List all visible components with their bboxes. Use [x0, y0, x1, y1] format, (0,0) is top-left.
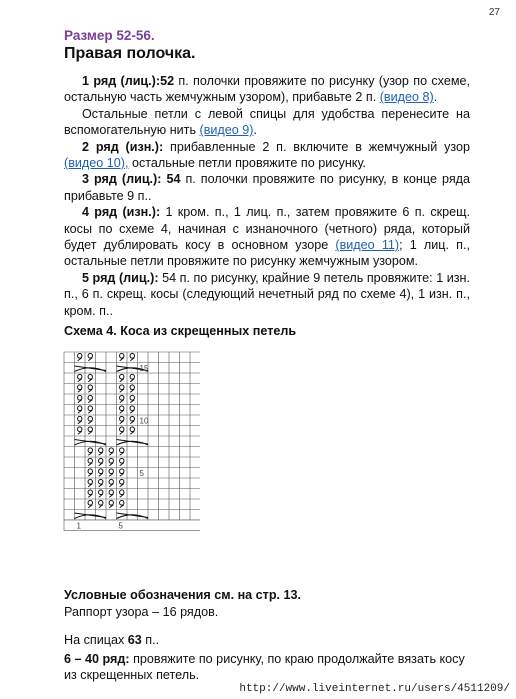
twisted-stitch [120, 385, 124, 390]
twisted-stitch [88, 353, 92, 358]
twisted-stitch [99, 469, 103, 474]
size-heading: Размер 52-56. [64, 28, 155, 43]
row-1-paragraph [64, 73, 470, 106]
twisted-stitch [78, 395, 82, 400]
twisted-stitch [88, 374, 92, 379]
rows-6-40-label: 6 – 40 ряд: [64, 652, 130, 666]
page-number: 27 [488, 7, 500, 18]
twisted-stitch [109, 490, 113, 495]
twisted-stitch [120, 395, 124, 400]
row-1b-text: Остальные петли с левой спицы для удобства перенесите на вспомогательную нить [64, 106, 470, 138]
twisted-stitch [120, 406, 124, 411]
twisted-stitch [120, 374, 124, 379]
twisted-stitch [88, 490, 92, 495]
row-4-end: ; 1 лиц. п., остальные петли провяжите по рисунку жемчужным узором. [64, 238, 470, 269]
row-3-text: п. полочки провяжите по рисунку, в конце ряда прибавьте 9 п.. [64, 172, 470, 203]
twisted-stitch [109, 469, 113, 474]
twisted-stitch [120, 479, 124, 484]
row-number-label: 10 [139, 416, 149, 426]
column-number-label: 5 [118, 521, 123, 531]
row-1b-paragraph [64, 106, 470, 139]
column-number-strip [64, 520, 200, 531]
rows-6-40-text: провяжите по рисунку, по краю продолжайте вязать косу из скрещенных петель. [64, 652, 465, 683]
twisted-stitch [120, 448, 124, 453]
twisted-stitch [88, 448, 92, 453]
row-2-end: остальные петли провяжите по рисунку. [128, 156, 366, 171]
twisted-stitch [109, 448, 113, 453]
twisted-stitch [88, 416, 92, 421]
rows-6-40-paragraph [64, 651, 470, 684]
twisted-stitch [130, 416, 134, 421]
twisted-stitch [78, 353, 82, 358]
twisted-stitch [120, 490, 124, 495]
twisted-stitch [99, 448, 103, 453]
row-5-label: 5 ряд (лиц.): [82, 270, 159, 285]
twisted-stitch [120, 469, 124, 474]
row-5-text: 54 п. по рисунку, крайние 9 петель провяжите: 1 изн. п., 6 п. скрещ. косы (следующий нечетный ряд по схеме 4), 1 изн. п., кром. п.. [64, 270, 471, 318]
twisted-stitch [130, 427, 134, 432]
twisted-stitch [78, 416, 82, 421]
row-3-label: 3 ряд (лиц.): [82, 172, 162, 187]
twisted-stitch [88, 479, 92, 484]
row-2-label: 2 ряд (изн.): [82, 139, 164, 154]
video-10-link[interactable]: (видео 10), [64, 156, 129, 171]
row-1-text: п. полочки провяжите по рисунку (узор по схеме, остальную часть жемчужным узором), прибавьте 2 п. [64, 74, 471, 105]
chart-title: Схема 4. Коса из скрещенных петель [64, 324, 297, 338]
twisted-stitch [78, 374, 82, 379]
rapport-note: Раппорт узора – 16 рядов. [64, 605, 219, 619]
twisted-stitch [120, 500, 124, 505]
stitch-count-suffix: п.. [141, 633, 160, 647]
twisted-stitch [99, 500, 103, 505]
twisted-stitch [130, 385, 134, 390]
twisted-stitch [88, 458, 92, 463]
twisted-stitch [99, 490, 103, 495]
twisted-stitch [78, 385, 82, 390]
twisted-stitch [120, 427, 124, 432]
twisted-stitch [88, 406, 92, 411]
row-number-label: 5 [139, 469, 144, 478]
row-3-count: 54 [161, 172, 181, 187]
instructions-body [64, 73, 470, 319]
watermark-url: http://www.liveinternet.ru/users/4511209/ [239, 683, 510, 695]
row-4-paragraph [64, 204, 470, 270]
section-title: Правая полочка. [64, 45, 196, 62]
twisted-stitch [120, 416, 124, 421]
column-number-label: 1 [76, 521, 81, 531]
row-4-text: 1 кром. п., 1 лиц. п., затем провяжите 6 п. скрещ. косы по схеме 4, начиная с изнаночного (четного) ряда, который будет дублировать косу в основном узоре [64, 205, 470, 253]
twisted-stitch [130, 406, 134, 411]
video-9-link[interactable]: (видео 9) [199, 123, 254, 138]
stitch-count-number: 63 [127, 633, 142, 647]
row-5-paragraph [64, 270, 470, 319]
knitting-chart [60, 348, 200, 574]
twisted-stitch [120, 458, 124, 463]
twisted-stitch [109, 479, 113, 484]
twisted-stitch [88, 427, 92, 432]
twisted-stitch [109, 458, 113, 463]
row-4-label: 4 ряд (изн.): [82, 205, 161, 220]
row-2-paragraph [64, 139, 470, 172]
twisted-stitch [120, 353, 124, 358]
twisted-stitch [88, 500, 92, 505]
legend-note: Условные обозначения см. на стр. 13. [64, 588, 302, 602]
twisted-stitch [78, 427, 82, 432]
stitch-count-line [64, 633, 159, 647]
twisted-stitch [109, 500, 113, 505]
row-1-label: 1 ряд (лиц.): [82, 74, 161, 88]
twisted-stitch [88, 395, 92, 400]
row-3-paragraph [64, 171, 470, 204]
twisted-stitch [130, 353, 134, 358]
twisted-stitch [130, 395, 134, 400]
row-1-count: 52 [160, 74, 175, 88]
row-number-label: 15 [139, 364, 149, 373]
twisted-stitch [130, 374, 134, 379]
row-1-end: . [433, 90, 438, 105]
twisted-stitch [99, 458, 103, 463]
video-11-link[interactable]: (видео 11) [335, 238, 400, 253]
twisted-stitch [78, 406, 82, 411]
stitch-count-prefix: На спицах [64, 633, 128, 647]
twisted-stitch [88, 469, 92, 474]
twisted-stitch [88, 385, 92, 390]
twisted-stitch [99, 479, 103, 484]
row-1b-end: . [253, 123, 257, 138]
video-8-link[interactable]: (видео 8) [379, 90, 434, 105]
row-2-text: прибавленные 2 п. включите в жемчужный узор [163, 139, 471, 154]
